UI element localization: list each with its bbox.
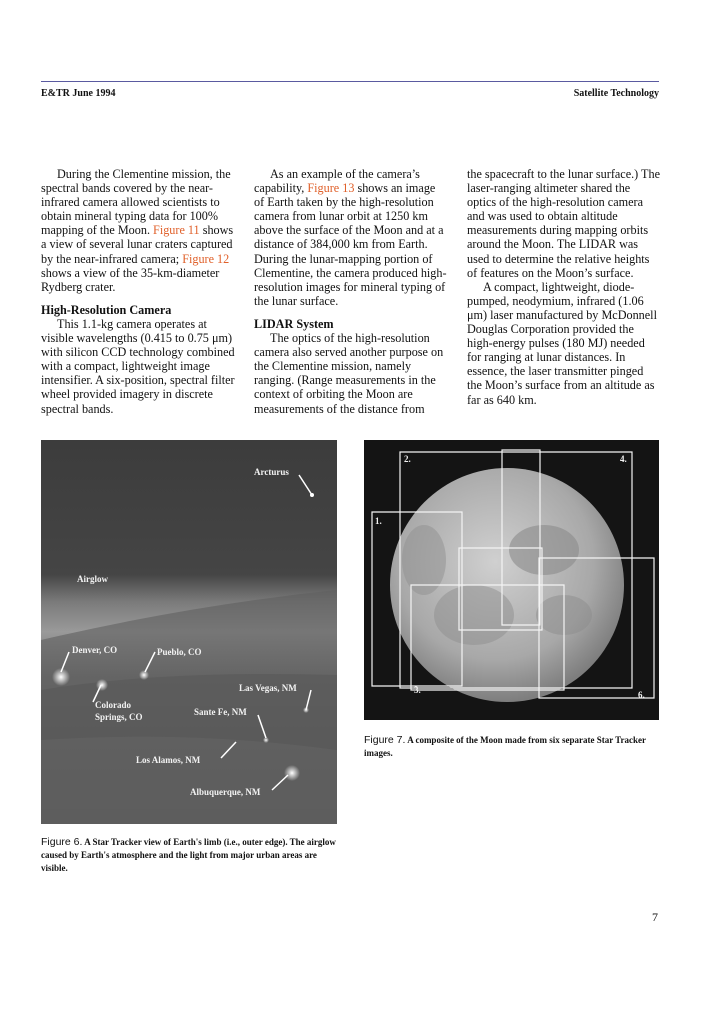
section-heading-lidar: LIDAR System [254,316,334,331]
figure-7-image [364,440,659,720]
text-column-1 [41,167,236,416]
paragraph: As an example of the camera’s capability, Figure 13 shows an image of Earth taken by the high-resolution camera from lunar orbit at 1250 km above the surface of the Moon and at a distance of 384,000 km from Earth. During the lunar-mapping portion of Clementine, the camera produced high-resolution images for mineral typing of the lunar surface. [254,167,447,308]
label-santa-fe: Sante Fe, NM [194,707,247,717]
paragraph: the spacecraft to the lunar surface.) The laser-ranging altimeter shared the optics of the high-resolution camera and was used to obtain altitude measurements during mapping orbits around the Moon. The LIDAR was used to determine the relative heights of features on the Moon’s surface. [467,167,660,280]
header-issue: E&TR June 1994 [41,88,116,99]
earth-limb-photo [41,440,337,824]
paragraph: This 1.1-kg camera operates at visible wavelengths (0.415 to 0.75 μm) with silicon CCD technology combined with a compact, lightweight image intensifier. A six-position, spectral filter wheel provided imagery in discrete spectral bands. [41,316,235,416]
label-pueblo: Pueblo, CO [157,647,202,657]
figure-7-caption: Figure 7. A composite of the Moon made from six separate Star Tracker images. [364,734,646,758]
frame-label-3: 3. [414,685,421,695]
label-denver: Denver, CO [72,645,118,655]
moon-composite-photo [364,440,659,720]
header-rule [41,81,659,82]
label-colorado-springs: Colorado [95,700,131,710]
paragraph: The optics of the high-resolution camera also served another purpose on the Clementine mission, namely ranging. (Range measurements in the context of orbiting the Moon are measurements of the distance from [254,331,444,416]
frame-label-2: 2. [404,454,411,464]
label-airglow: Airglow [77,574,108,584]
frame-label-6: 6. [638,690,645,700]
text-column-3 [467,167,660,407]
label-albuquerque: Albuquerque, NM [190,787,261,797]
figure-6-caption: Figure 6. A Star Tracker view of Earth's limb (i.e., outer edge). The airglow caused by Earth's atmosphere and the light from major urban areas are visible. [41,836,336,873]
label-los-alamos: Los Alamos, NM [136,755,201,765]
text-column-2 [254,167,447,416]
paragraph: During the Clementine mission, the spectral bands covered by the near-infrared camera allowed scientists to obtain mineral typing data for 100% mapping of the Moon. Figure 11 shows a view of several lunar craters captured by the near-infrared camera; Figure 12 shows a view of the 35-km-diameter Rydberg crater. [41,167,234,294]
frame-label-4: 4. [620,454,627,464]
label-las-vegas: Las Vegas, NM [239,683,297,693]
paragraph: A compact, lightweight, diode-pumped, neodymium, infrared (1.06 μm) laser manufactured by McDonnell Douglas Corporation provided the high-energy pulses (180 MJ) needed for ranging at lunar distances. In essence, the laser transmitter pinged the Moon’s surface from an altitude as far as 640 km. [467,279,657,407]
frame-label-1: 1. [375,516,382,526]
figure-11-link[interactable]: Figure 11 [153,223,200,238]
section-heading-camera: High-Resolution Camera [41,302,172,317]
figure-13-link[interactable]: Figure 13 [307,181,355,196]
label-arcturus: Arcturus [254,467,289,477]
page-number: 7 [652,910,658,924]
figure-12-link[interactable]: Figure 12 [182,251,230,266]
header-section: Satellite Technology [573,88,659,99]
label-colorado-springs-2: Springs, CO [95,712,143,722]
figure-6-image [41,440,337,824]
